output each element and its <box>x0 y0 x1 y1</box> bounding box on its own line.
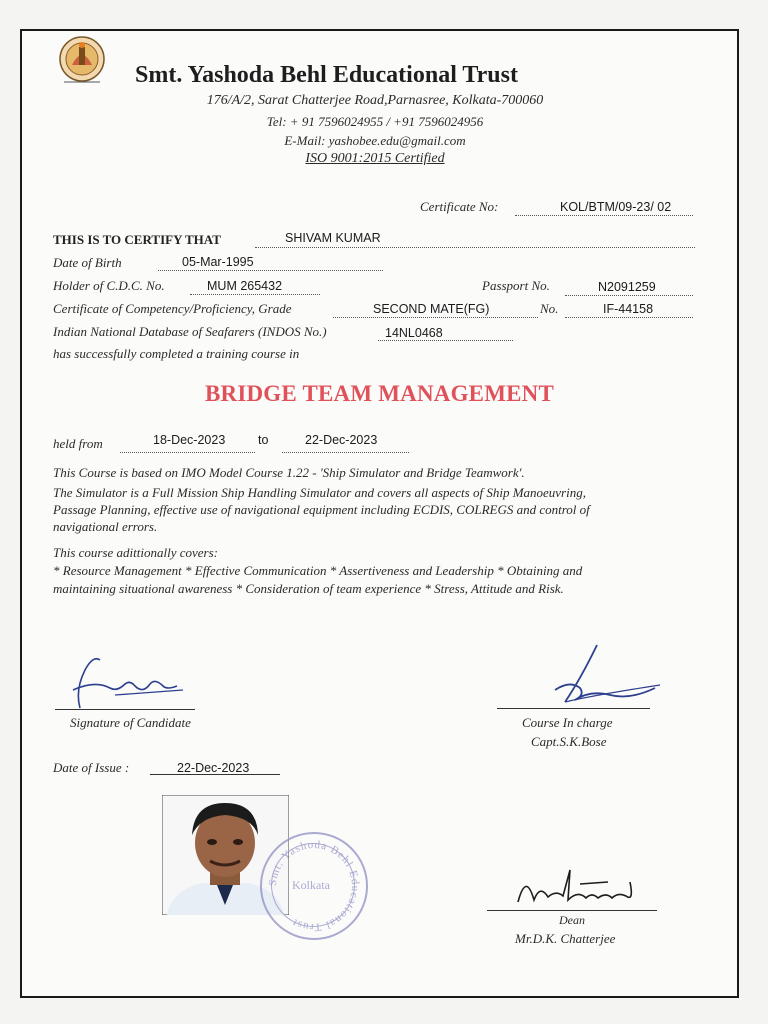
covers-line-1: * Resource Management * Effective Communication * Assertiveness and Leadership * Obtaining and <box>53 563 583 578</box>
covers-label: This course adittionally covers: <box>53 545 219 560</box>
description-line-2: The Simulator is a Full Mission Ship Handling Simulator and covers all aspects of Ship Manoeuvring, <box>53 485 586 500</box>
issue-date-line <box>150 774 280 775</box>
description-line-3: Passage Planning, effective use of navigational equipment including ECDIS, COLREGS and control of <box>53 502 590 517</box>
dean-sign-line <box>487 910 657 911</box>
dob-label: Date of Birth <box>53 255 122 270</box>
indos-value: 14NL0468 <box>385 326 443 340</box>
holder-name: SHIVAM KUMAR <box>285 231 381 245</box>
dean-signature <box>508 862 648 912</box>
coc-no-label: No. <box>540 301 559 316</box>
stamp-city: Kolkata <box>292 878 330 892</box>
candidate-signature <box>55 650 195 715</box>
dean-label: Dean <box>559 913 585 927</box>
certificate-no-line <box>515 215 693 216</box>
issue-date-label: Date of Issue : <box>53 760 130 775</box>
holder-name-line <box>255 247 695 248</box>
stamp-text: Smt. Yashoda Behl Educational Trust <box>266 838 362 934</box>
certificate-no-label: Certificate No: <box>420 199 499 214</box>
org-address: 176/A/2, Sarat Chatterjee Road,Parnasree, Kolkata-700060 <box>206 93 544 108</box>
incharge-signature <box>535 640 665 710</box>
dob-line <box>158 270 383 271</box>
incharge-sign-line <box>497 708 650 709</box>
candidate-sign-line <box>55 709 195 710</box>
held-to-value: 22-Dec-2023 <box>305 433 378 447</box>
coc-label: Certificate of Competency/Proficiency, Grade <box>53 301 292 316</box>
incharge-label: Course In charge <box>522 715 613 730</box>
org-name: Smt. Yashoda Behl Educational Trust <box>135 62 518 88</box>
held-from-line <box>120 452 255 453</box>
held-from-label: held from <box>53 436 103 451</box>
passport-line <box>565 295 693 296</box>
completed-text: has successfully completed a training course in <box>53 346 300 361</box>
description-line-4: navigational errors. <box>53 519 158 534</box>
org-tel: Tel: + 91 7596024955 / +91 7596024956 <box>266 114 484 129</box>
cdc-value: MUM 265432 <box>207 279 283 293</box>
cdc-label: Holder of C.D.C. No. <box>53 278 165 293</box>
indos-label: Indian National Database of Seafarers (INDOS No.) <box>53 324 327 339</box>
passport-value: N2091259 <box>598 280 656 294</box>
incharge-name: Capt.S.K.Bose <box>531 734 607 749</box>
to-label: to <box>258 433 269 447</box>
passport-label: Passport No. <box>482 278 550 293</box>
description-line-1: This Course is based on IMO Model Course 1.22 - 'Ship Simulator and Bridge Teamwork'. <box>53 465 525 480</box>
trust-stamp <box>260 832 368 940</box>
indos-line <box>378 340 513 341</box>
covers-line-2: maintaining situational awareness * Consideration of team experience * Stress, Attitude and Risk. <box>53 581 564 596</box>
cdc-line <box>190 294 320 295</box>
dob-value: 05-Mar-1995 <box>182 255 254 269</box>
course-title: BRIDGE TEAM MANAGEMENT <box>205 381 554 406</box>
held-to-line <box>282 452 409 453</box>
coc-no-value: IF-44158 <box>603 302 654 316</box>
issue-date-value: 22-Dec-2023 <box>177 761 250 775</box>
org-email: E-Mail: yashobee.edu@gmail.com <box>284 133 466 148</box>
grade-value: SECOND MATE(FG) <box>373 302 490 316</box>
iso-certification: ISO 9001:2015 Certified <box>305 151 445 166</box>
trust-logo <box>52 35 112 87</box>
candidate-sign-label: Signature of Candidate <box>70 715 191 730</box>
certify-label: THIS IS TO CERTIFY THAT <box>53 232 221 247</box>
coc-no-line <box>565 317 693 318</box>
dean-name: Mr.D.K. Chatterjee <box>515 931 616 946</box>
held-from-value: 18-Dec-2023 <box>153 433 226 447</box>
grade-line <box>333 317 538 318</box>
certificate-no-value: KOL/BTM/09-23/ 02 <box>560 200 672 214</box>
